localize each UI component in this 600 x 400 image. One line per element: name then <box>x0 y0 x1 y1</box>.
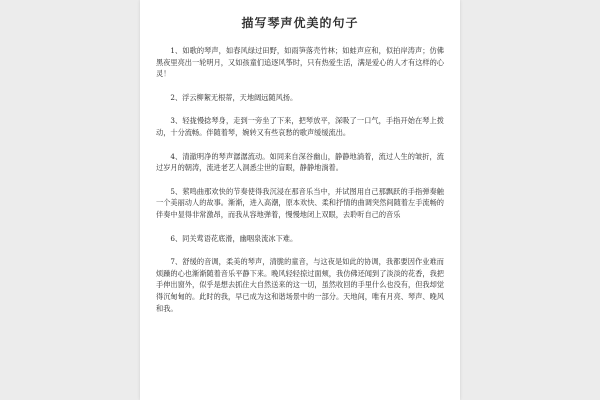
paragraph-1: 1、如歌的琴声，如春风绿过田野，如雨笋落壳竹林；如蛙声应和，似拍岸涛声；仿佛黑夜里亮出一轮明月，又如孩童们追逐风筝时，只有热爱生活，满是爱心的人才有这样的心灵！ <box>156 46 444 79</box>
paragraph-7: 7、舒缓的音调，柔美的琴声，清脆的童音，与这夜是如此的协调，我都要因作业难而烦躁的心也渐渐随着音乐平静下来。晚风轻轻掠过面颊，我仿佛还闻到了淡淡的花香，我把手伸出窗外，似乎是想去抓住大自然送来的这一切，虽然收回的手里什么也没有，但我却觉得沉甸甸的。此时的我，早已成为这和谐场景中的一部分。天地间，唯有月亮、琴声、晚风和我。 <box>156 257 444 313</box>
paragraph-6: 6、同关莺语花底滑，幽咽泉流冰下难。 <box>170 233 298 243</box>
paragraph-5: 5、萦鸣曲那欢快的节奏使得我沉浸在那音乐当中，并试图用自己那飘跃的手指弹奏触一个美丽动人的故事。渐渐，进入高潮，原本欢快、柔和抒情的曲调突然间随着左手流畅的伴奏中显得非常激昂，而我从容地弹着，慢慢地闭上双眼，去聆听自己的音乐 <box>156 186 444 219</box>
document-page <box>140 0 460 400</box>
paragraph-3: 3、轻拢慢捻琴身，走到一旁坐了下来，把琴放平，深吸了一口气，手指开始在琴上拨动，十分流畅。伴随着琴，婉转又有些哀愁的歌声缓缓流出。 <box>156 116 444 137</box>
paragraph-2: 2、浮云柳絮无根蒂，天地阔远随风扬。 <box>170 92 298 102</box>
paragraph-4: 4、清澈明净的琴声潺潺流动。如同来自深谷幽山，静静地淌着，流过人生的皱折，流过岁月的朝涛，流进老艺人洞悉尘世的盲眼，静静地淌着。 <box>156 151 444 173</box>
document-title: 描写琴声优美的句子 <box>241 16 359 30</box>
